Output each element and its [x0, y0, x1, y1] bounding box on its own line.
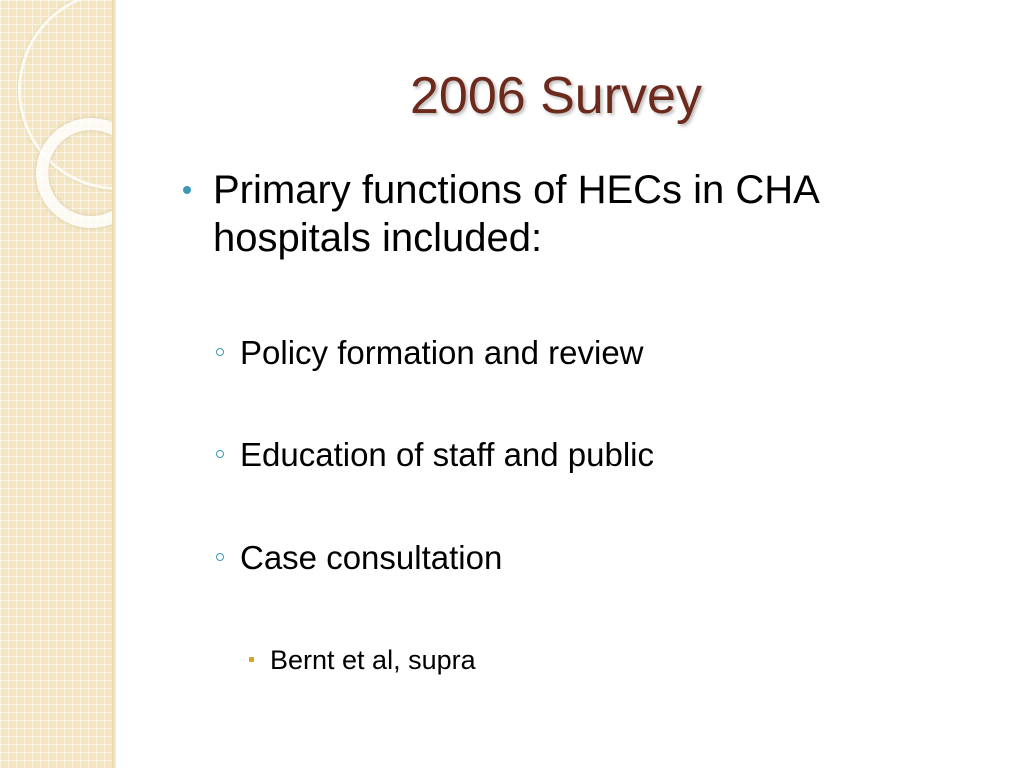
slide-title: 2006 Survey [410, 67, 702, 125]
bullet-text: Case consultation [240, 539, 503, 576]
citation-text: Bernt et al, supra [270, 645, 476, 675]
decorative-side-panel [0, 0, 112, 768]
bullet-text: Policy formation and review [240, 334, 644, 371]
bullet-text: Education of staff and public [240, 436, 655, 473]
bullet-citation [249, 643, 476, 677]
filled-circle-bullet-icon [183, 186, 191, 194]
hollow-circle-bullet-icon [216, 450, 224, 458]
bullet-primary-functions [183, 166, 983, 262]
side-panel-edge [112, 0, 116, 768]
hollow-circle-bullet-icon [216, 348, 224, 356]
bullet-text: Primary functions of HECs in CHA hospitals included: [213, 168, 818, 260]
square-bullet-icon [249, 657, 254, 662]
bullet-education [216, 435, 654, 475]
bullet-policy-formation [216, 333, 644, 373]
hollow-circle-bullet-icon [216, 553, 224, 561]
bullet-case-consultation [216, 538, 502, 578]
